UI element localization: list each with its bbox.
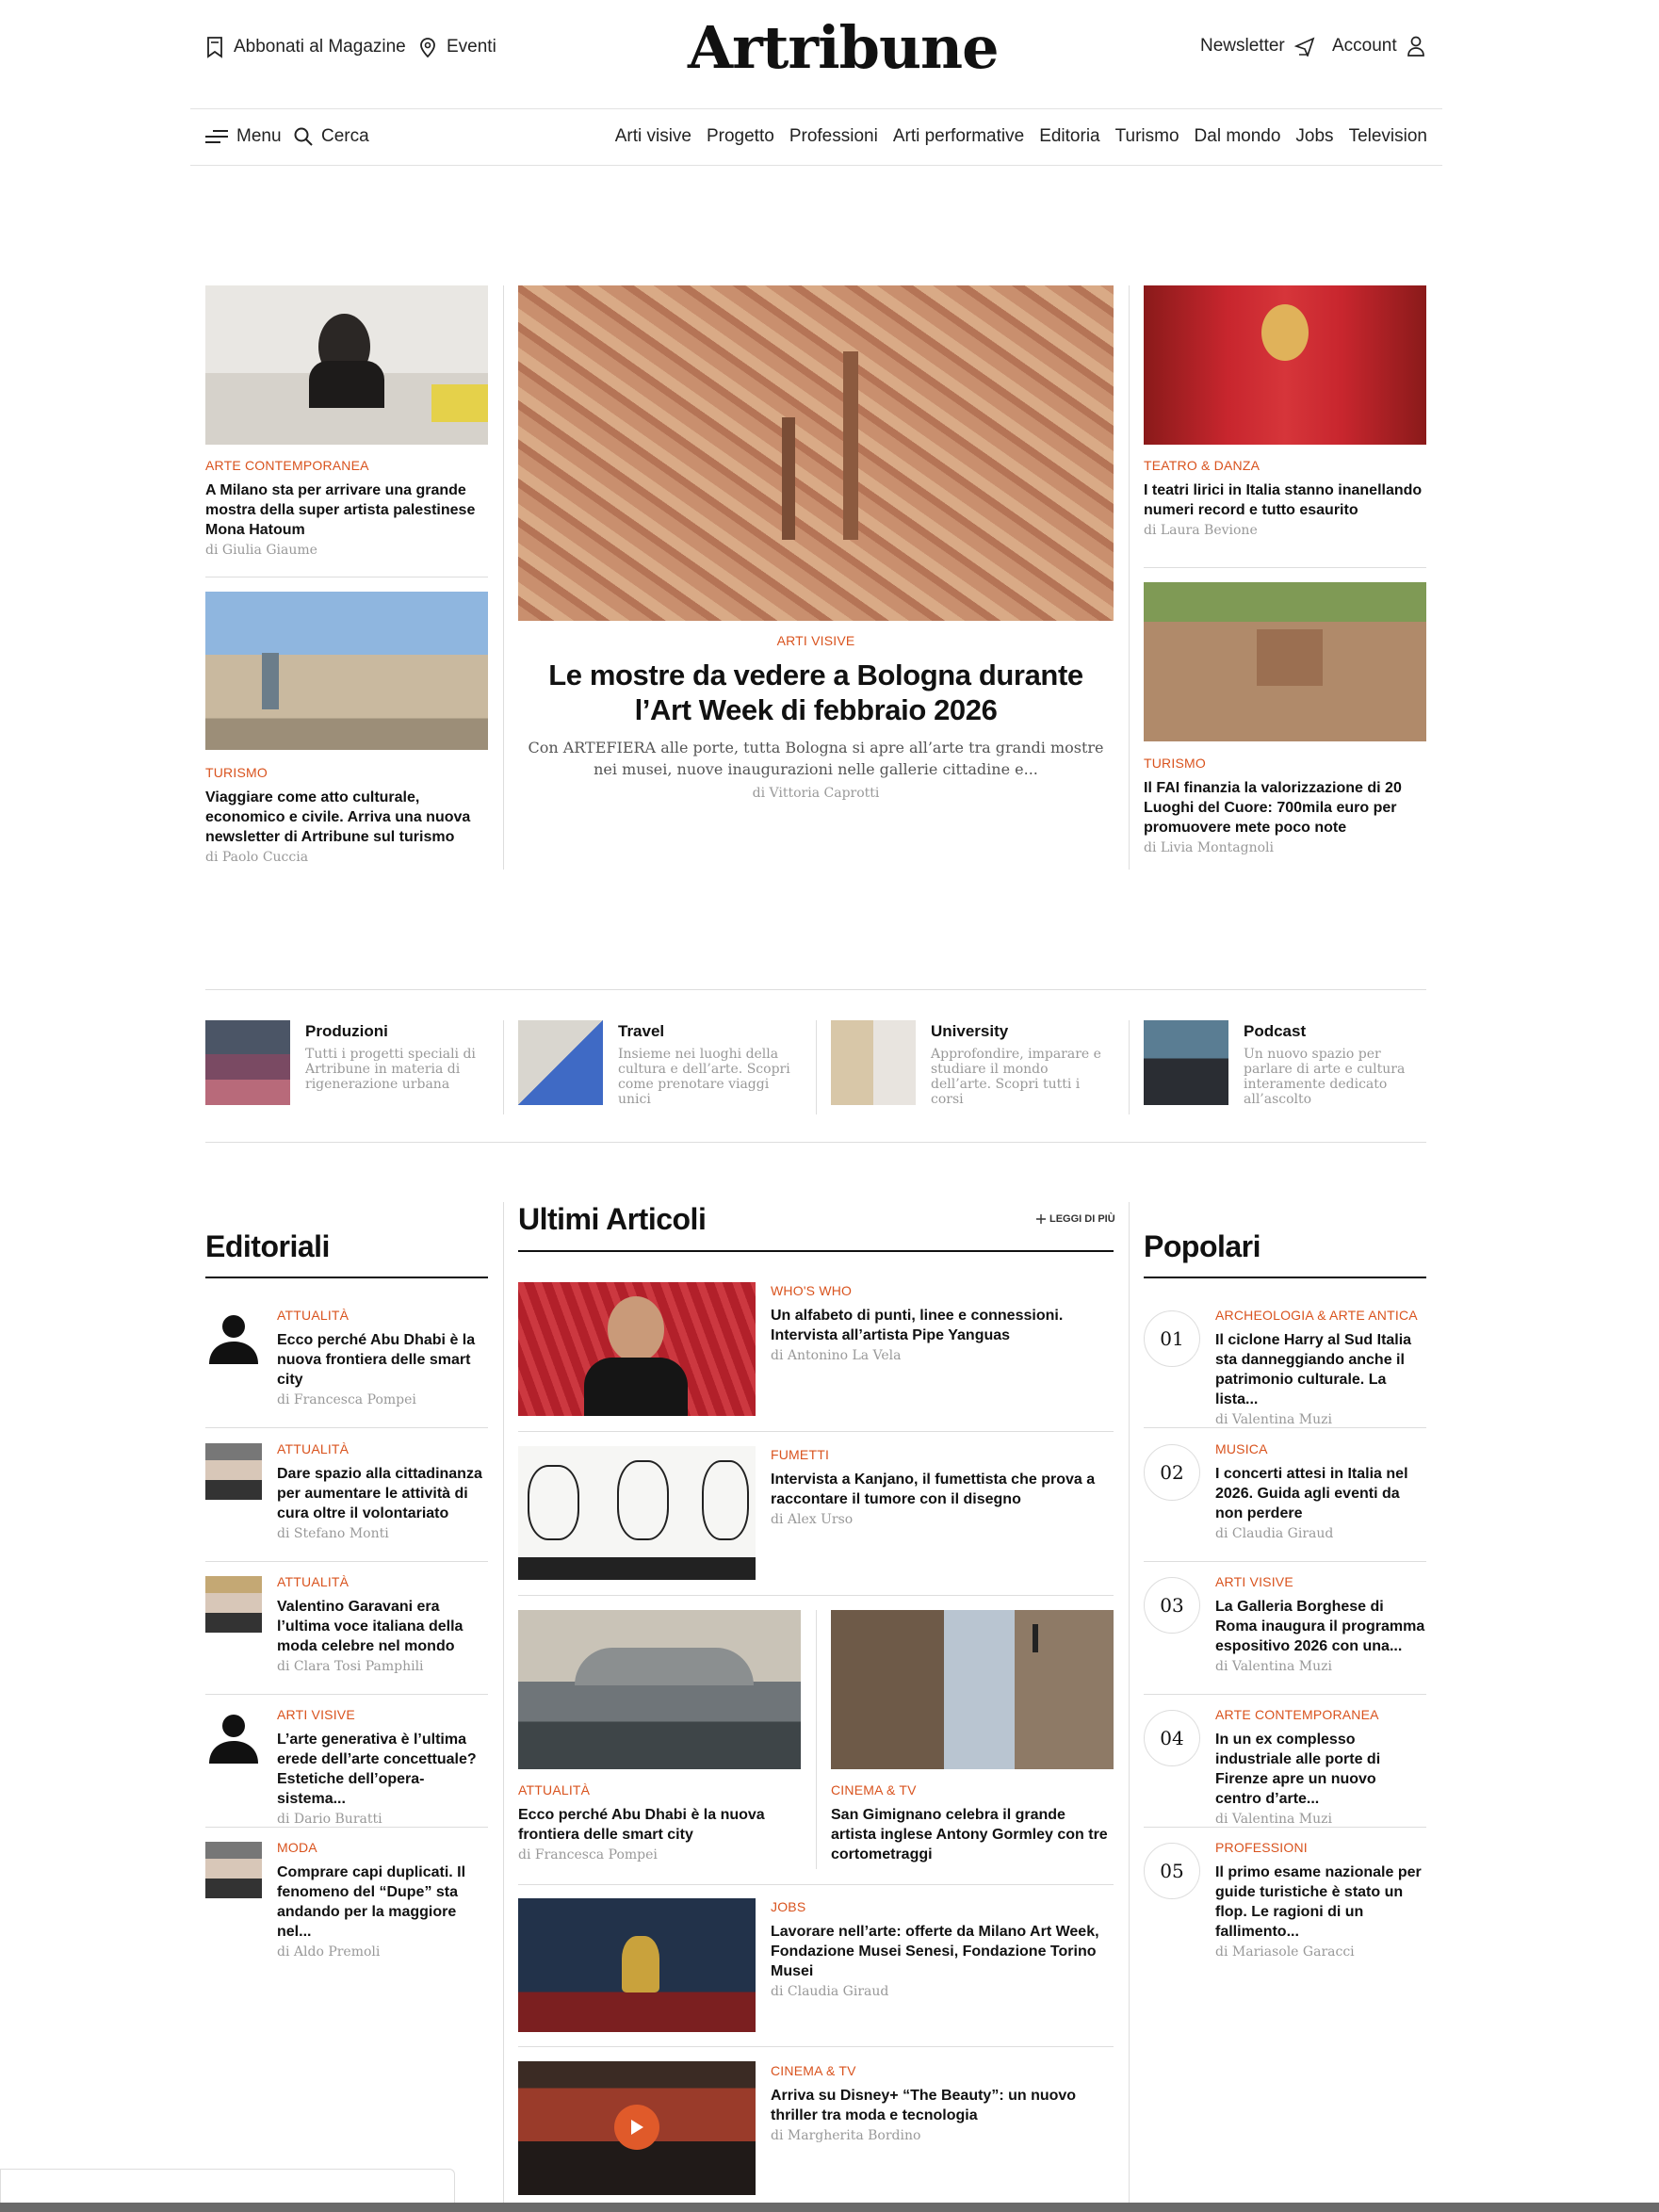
article-byline: di Alex Urso bbox=[771, 1512, 854, 1527]
article-category: ARTI VISIVE bbox=[1215, 1574, 1293, 1589]
article-category: ARCHEOLOGIA & ARTE ANTICA bbox=[1215, 1308, 1418, 1323]
article-title[interactable]: Ecco perché Abu Dhabi è la nuova frontiera delle smart city bbox=[277, 1332, 476, 1388]
author-avatar bbox=[205, 1309, 262, 1366]
article-card[interactable] bbox=[771, 2063, 1114, 2143]
article-image[interactable] bbox=[518, 2061, 756, 2195]
divider bbox=[205, 1427, 488, 1428]
main-article-title[interactable]: Le mostre da vedere a Bologna durante l’Art Week di febbraio 2026 bbox=[548, 659, 1083, 726]
top-header bbox=[190, 0, 1442, 109]
read-more-label: LEGGI DI PIÙ bbox=[1049, 1213, 1115, 1225]
article-byline: di Antonino La Vela bbox=[771, 1348, 902, 1363]
popolari-heading: Popolari bbox=[1144, 1229, 1261, 1263]
bookmark-icon bbox=[205, 36, 224, 58]
article-byline: di Stefano Monti bbox=[277, 1526, 389, 1541]
article-card[interactable] bbox=[205, 765, 488, 865]
site-logo[interactable]: Artribune bbox=[688, 13, 999, 82]
send-icon bbox=[1294, 36, 1315, 57]
popular-card[interactable] bbox=[1215, 1840, 1426, 1960]
section-nav bbox=[615, 126, 1427, 147]
search-button[interactable] bbox=[294, 126, 369, 147]
article-byline: di Claudia Giraud bbox=[1215, 1526, 1334, 1541]
service-travel[interactable] bbox=[618, 1022, 795, 1107]
nav-television[interactable]: Television bbox=[1348, 126, 1427, 146]
article-byline: di Livia Montagnoli bbox=[1144, 840, 1274, 855]
article-card[interactable] bbox=[1144, 756, 1426, 855]
nav-editoria[interactable]: Editoria bbox=[1039, 126, 1100, 146]
events-label: Eventi bbox=[447, 37, 496, 57]
main-article-category: ARTI VISIVE bbox=[776, 633, 855, 648]
service-desc: Un nuovo spazio per parlare di arte e cultura interamente dedicato all’ascolto bbox=[1244, 1047, 1406, 1107]
article-title[interactable]: Dare spazio alla cittadinanza per aumentare le attività di cura oltre il volontariato bbox=[277, 1466, 482, 1521]
article-card[interactable] bbox=[518, 1782, 801, 1862]
article-category: ATTUALITÀ bbox=[518, 1782, 591, 1797]
nav-jobs[interactable]: Jobs bbox=[1295, 126, 1334, 146]
editorial-card[interactable] bbox=[277, 1441, 488, 1541]
main-article-excerpt: Con ARTEFIERA alle porte, tutta Bologna si apre all’arte tra grandi mostre nei musei, nuove inaugurazioni nelle gallerie cittadine e... bbox=[528, 739, 1104, 778]
divider bbox=[1144, 1827, 1426, 1828]
subscribe-link[interactable] bbox=[205, 36, 406, 58]
article-image[interactable] bbox=[518, 1282, 756, 1416]
divider bbox=[205, 1827, 488, 1828]
nav-dal-mondo[interactable]: Dal mondo bbox=[1194, 126, 1281, 146]
article-image[interactable] bbox=[518, 1898, 756, 2032]
divider bbox=[205, 1561, 488, 1562]
article-byline: di Aldo Premoli bbox=[277, 1944, 381, 1960]
article-title[interactable]: Il FAI finanzia la valorizzazione di 20 Luoghi del Cuore: 700mila euro per promuovere mete poco note bbox=[1144, 780, 1402, 836]
ultimi-heading: Ultimi Articoli bbox=[518, 1202, 707, 1236]
service-image[interactable] bbox=[205, 1020, 290, 1105]
article-title[interactable]: Comprare capi duplicati. Il fenomeno del “Dupe” sta andando per la maggiore nel... bbox=[277, 1864, 466, 1940]
article-image[interactable] bbox=[205, 285, 488, 445]
newsletter-label: Newsletter bbox=[1200, 36, 1285, 56]
menu-button[interactable] bbox=[205, 126, 282, 147]
main-article[interactable] bbox=[518, 633, 1114, 801]
article-card[interactable] bbox=[771, 1447, 1114, 1527]
service-university[interactable] bbox=[931, 1022, 1110, 1107]
service-podcast[interactable] bbox=[1244, 1022, 1423, 1107]
article-byline: di Paolo Cuccia bbox=[205, 850, 309, 865]
account-link[interactable] bbox=[1332, 36, 1425, 57]
article-category: PROFESSIONI bbox=[1215, 1840, 1308, 1855]
editorial-card[interactable] bbox=[277, 1574, 488, 1674]
rank-number: 03 bbox=[1144, 1577, 1200, 1634]
article-title[interactable]: In un ex complesso industriale alle porte di Firenze apre un nuovo centro d’arte... bbox=[1215, 1732, 1381, 1807]
article-category: WHO'S WHO bbox=[771, 1283, 853, 1298]
service-produzioni[interactable] bbox=[305, 1022, 482, 1092]
article-title[interactable]: I teatri lirici in Italia stanno inanellando numeri record e tutto esaurito bbox=[1144, 482, 1423, 518]
article-category: TURISMO bbox=[205, 765, 268, 780]
article-card[interactable] bbox=[831, 1782, 1114, 1864]
service-title[interactable]: Produzioni bbox=[305, 1022, 388, 1040]
nav-arti-visive[interactable]: Arti visive bbox=[614, 126, 691, 146]
service-title[interactable]: Podcast bbox=[1244, 1022, 1307, 1040]
author-avatar bbox=[205, 1443, 262, 1500]
play-icon[interactable] bbox=[614, 2105, 659, 2150]
search-icon bbox=[294, 127, 313, 146]
popular-card[interactable] bbox=[1215, 1441, 1426, 1541]
article-category: CINEMA & TV bbox=[771, 2063, 856, 2078]
editorial-card[interactable] bbox=[277, 1308, 488, 1407]
article-category: ATTUALITÀ bbox=[277, 1574, 350, 1589]
article-image[interactable] bbox=[831, 1610, 1114, 1769]
article-title[interactable]: La Galleria Borghese di Roma inaugura il programma espositivo 2026 con una... bbox=[1215, 1599, 1425, 1654]
article-category: CINEMA & TV bbox=[831, 1782, 917, 1797]
article-category: ARTE CONTEMPORANEA bbox=[205, 458, 369, 473]
newsletter-link[interactable] bbox=[1200, 36, 1315, 57]
article-image[interactable] bbox=[205, 592, 488, 750]
article-card[interactable] bbox=[205, 458, 488, 558]
divider bbox=[1144, 1427, 1426, 1428]
article-byline: di Valentina Muzi bbox=[1215, 1812, 1332, 1827]
main-article-byline: di Vittoria Caprotti bbox=[752, 786, 880, 801]
article-byline: di Valentina Muzi bbox=[1215, 1412, 1332, 1427]
search-label: Cerca bbox=[321, 126, 369, 146]
editorial-card[interactable] bbox=[277, 1707, 488, 1827]
nav-arti-performative[interactable]: Arti performative bbox=[892, 126, 1025, 146]
events-link[interactable] bbox=[418, 36, 496, 58]
article-category: JOBS bbox=[771, 1899, 806, 1914]
main-article-image[interactable] bbox=[518, 285, 1114, 621]
article-category: FUMETTI bbox=[771, 1447, 830, 1462]
service-desc: Tutti i progetti speciali di Artribune in materia di rigenerazione urbana bbox=[305, 1047, 476, 1092]
article-byline: di Francesca Pompei bbox=[277, 1392, 416, 1407]
service-title[interactable]: University bbox=[931, 1022, 1009, 1040]
article-image[interactable] bbox=[518, 1446, 756, 1580]
nav-turismo[interactable]: Turismo bbox=[1114, 126, 1179, 146]
article-category: ARTE CONTEMPORANEA bbox=[1215, 1707, 1379, 1722]
popular-card[interactable] bbox=[1215, 1574, 1426, 1674]
bottom-strip bbox=[0, 2203, 1659, 2212]
menu-label: Menu bbox=[236, 126, 282, 146]
article-category: ATTUALITÀ bbox=[277, 1441, 350, 1456]
article-image[interactable] bbox=[1144, 582, 1426, 741]
main-navigation bbox=[190, 109, 1442, 166]
divider bbox=[1144, 1561, 1426, 1562]
article-category: MUSICA bbox=[1215, 1441, 1268, 1456]
article-category: MODA bbox=[277, 1840, 317, 1855]
nav-progetto[interactable]: Progetto bbox=[706, 126, 774, 146]
article-byline: di Giulia Giaume bbox=[205, 543, 317, 558]
service-desc: Insieme nei luoghi della cultura e dell’arte. Scopri come prenotare viaggi unici bbox=[618, 1047, 790, 1107]
editorial-card[interactable] bbox=[277, 1840, 488, 1960]
menu-icon bbox=[205, 129, 228, 144]
author-avatar bbox=[205, 1842, 262, 1898]
article-title[interactable]: Il primo esame nazionale per guide turistiche è stato un flop. Le ragioni di un fallimento... bbox=[1215, 1864, 1422, 1940]
article-title[interactable]: Ecco perché Abu Dhabi è la nuova frontiera delle smart city bbox=[518, 1807, 765, 1843]
article-card[interactable] bbox=[771, 1899, 1114, 1999]
read-more-link[interactable] bbox=[1036, 1213, 1115, 1225]
article-category: TEATRO & DANZA bbox=[1144, 458, 1261, 473]
article-byline: di Clara Tosi Pamphili bbox=[277, 1659, 424, 1674]
article-card[interactable] bbox=[771, 1283, 1114, 1363]
article-category: TURISMO bbox=[1144, 756, 1206, 771]
location-pin-icon bbox=[418, 36, 437, 58]
account-label: Account bbox=[1332, 36, 1397, 56]
service-image[interactable] bbox=[1144, 1020, 1228, 1105]
author-avatar bbox=[205, 1576, 262, 1633]
article-category: ARTI VISIVE bbox=[277, 1707, 355, 1722]
article-byline: di Margherita Bordino bbox=[771, 2128, 921, 2143]
article-byline: di Valentina Muzi bbox=[1215, 1659, 1332, 1674]
article-category: ATTUALITÀ bbox=[277, 1308, 350, 1323]
user-icon bbox=[1407, 36, 1425, 57]
editoriali-heading: Editoriali bbox=[205, 1229, 330, 1263]
article-byline: di Francesca Pompei bbox=[518, 1847, 658, 1862]
service-desc: Approfondire, imparare e studiare il mondo dell’arte. Scopri tutti i corsi bbox=[931, 1047, 1101, 1107]
article-image[interactable] bbox=[1144, 285, 1426, 445]
article-title[interactable]: Intervista a Kanjano, il fumettista che prova a raccontare il tumore con il disegno bbox=[771, 1472, 1096, 1507]
article-title[interactable]: Un alfabeto di punti, linee e connessioni. Intervista all’artista Pipe Yanguas bbox=[771, 1308, 1064, 1343]
rank-number: 02 bbox=[1144, 1444, 1200, 1501]
subscribe-label: Abbonati al Magazine bbox=[234, 37, 406, 57]
article-byline: di Dario Buratti bbox=[277, 1812, 382, 1827]
article-byline: di Laura Bevione bbox=[1144, 523, 1258, 538]
rank-number: 05 bbox=[1144, 1843, 1200, 1899]
article-image[interactable] bbox=[518, 1610, 801, 1769]
service-title[interactable]: Travel bbox=[618, 1022, 665, 1040]
article-title[interactable]: L’arte generativa è l’ultima erede dell’arte concettuale? Estetiche dell’opera-sistema... bbox=[277, 1732, 477, 1807]
article-title[interactable]: San Gimignano celebra il grande artista inglese Antony Gormley con tre cortometraggi bbox=[831, 1807, 1108, 1862]
nav-professioni[interactable]: Professioni bbox=[789, 126, 878, 146]
article-title[interactable]: Viaggiare come atto culturale, economico e civile. Arriva una nuova newsletter di Artribune sul turismo bbox=[205, 789, 471, 845]
divider bbox=[205, 1694, 488, 1695]
divider bbox=[1144, 1694, 1426, 1695]
popular-card[interactable] bbox=[1215, 1707, 1426, 1827]
article-byline: di Mariasole Garacci bbox=[1215, 1944, 1355, 1960]
article-title[interactable]: Valentino Garavani era l’ultima voce italiana della moda celebre nel mondo bbox=[277, 1599, 464, 1654]
article-title[interactable]: I concerti attesi in Italia nel 2026. Guida agli eventi da non perdere bbox=[1215, 1466, 1408, 1521]
author-avatar bbox=[205, 1709, 262, 1765]
article-title[interactable]: Lavorare nell’arte: offerte da Milano Art Week, Fondazione Musei Senesi, Fondazione Torino Musei bbox=[771, 1924, 1099, 1979]
article-title[interactable]: Arriva su Disney+ “The Beauty”: un nuovo thriller tra moda e tecnologia bbox=[771, 2088, 1077, 2123]
article-byline: di Claudia Giraud bbox=[771, 1984, 889, 1999]
article-title[interactable]: Il ciclone Harry al Sud Italia sta danneggiando anche il patrimonio culturale. La lista... bbox=[1215, 1332, 1412, 1407]
popular-card[interactable] bbox=[1215, 1308, 1426, 1427]
rank-number: 01 bbox=[1144, 1310, 1200, 1367]
service-image[interactable] bbox=[831, 1020, 916, 1105]
plus-icon bbox=[1036, 1214, 1046, 1224]
article-title[interactable]: A Milano sta per arrivare una grande mostra della super artista palestinese Mona Hatoum bbox=[205, 482, 476, 538]
service-image[interactable] bbox=[518, 1020, 603, 1105]
rank-number: 04 bbox=[1144, 1710, 1200, 1766]
article-card[interactable] bbox=[1144, 458, 1426, 538]
